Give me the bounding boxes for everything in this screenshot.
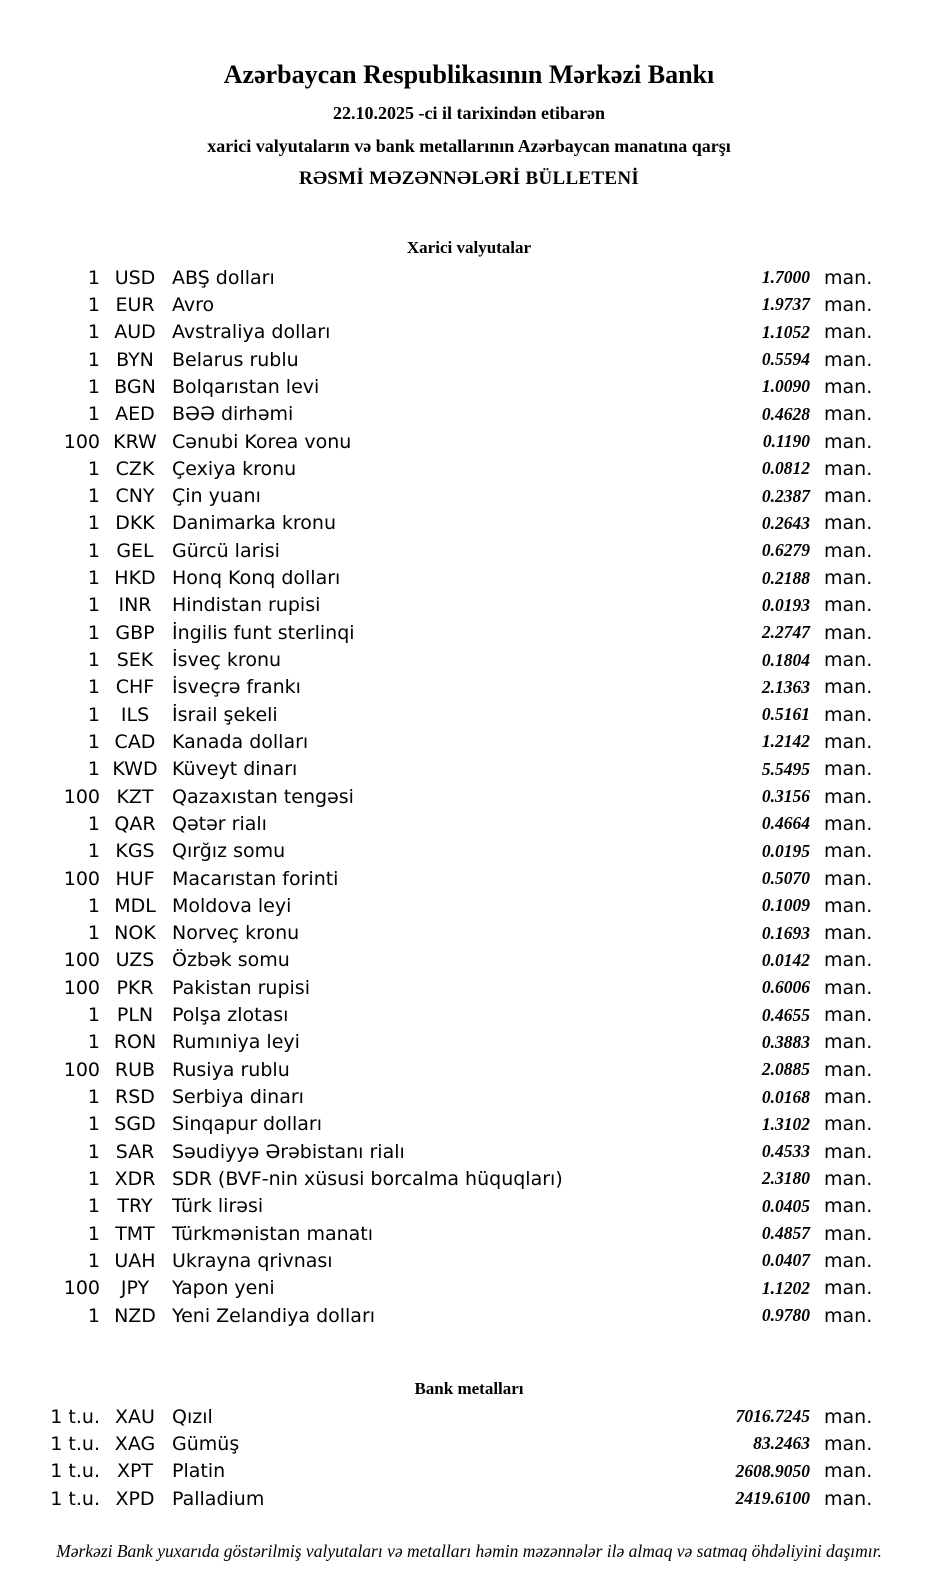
rate-value: 2.3180 <box>761 1168 810 1189</box>
currency-name: Özbək somu <box>172 949 290 972</box>
rate-quantity: 1 <box>87 321 100 344</box>
rate-unit-label: man. <box>824 485 873 508</box>
currency-name: Gürcü larisi <box>172 539 280 562</box>
currency-code: BGN <box>114 375 156 398</box>
rate-unit-label: man. <box>824 457 873 480</box>
table-row <box>0 1430 938 1457</box>
page-title: Azərbaycan Respublikasının Mərkəzi Bankı <box>223 60 715 89</box>
currency-code: XDR <box>114 1167 156 1190</box>
currency-code: SEK <box>116 649 154 672</box>
table-row <box>0 701 938 728</box>
currency-code: XPT <box>116 1460 154 1483</box>
rate-quantity: 1 <box>87 840 100 863</box>
table-row <box>0 1302 938 1329</box>
currency-code: CNY <box>115 485 155 508</box>
rate-value: 0.6279 <box>761 540 810 561</box>
currency-code: KRW <box>113 430 157 453</box>
rate-quantity: 1 <box>87 1004 100 1027</box>
currency-code: EUR <box>115 293 155 316</box>
table-row <box>0 428 938 455</box>
table-row <box>0 783 938 810</box>
rate-value: 0.1804 <box>761 649 810 670</box>
table-row <box>0 646 938 673</box>
currency-name: Danimarka kronu <box>172 512 337 535</box>
currency-code: UZS <box>115 949 155 972</box>
section-title-metals: Bank metalları <box>414 1379 524 1398</box>
rate-value: 83.2463 <box>753 1433 810 1454</box>
rate-value: 1.3102 <box>761 1113 810 1134</box>
rate-value: 5.5495 <box>761 758 810 779</box>
rate-unit-label: man. <box>824 922 873 945</box>
currency-name: Qızıl <box>172 1405 213 1428</box>
currency-code: DKK <box>115 512 155 535</box>
table-row <box>0 1458 938 1485</box>
table-row <box>0 319 938 346</box>
currency-code: JPY <box>120 1277 150 1300</box>
rate-unit-label: man. <box>824 1031 873 1054</box>
table-row <box>0 346 938 373</box>
currency-code: UAH <box>114 1249 156 1272</box>
currency-name: Kanada dolları <box>172 730 309 753</box>
currency-code: AUD <box>114 321 156 344</box>
currency-name: SDR (BVF-nin xüsusi borcalma hüquqları) <box>172 1167 563 1190</box>
rate-value: 1.7000 <box>761 267 810 288</box>
currency-code: GEL <box>116 539 154 562</box>
rate-value: 7016.7245 <box>735 1406 810 1427</box>
currency-name: Serbiya dinarı <box>172 1086 304 1109</box>
currency-name: Pakistan rupisi <box>172 976 310 999</box>
table-row <box>0 1111 938 1138</box>
rate-unit-label: man. <box>824 1113 873 1136</box>
rate-unit-label: man. <box>824 293 873 316</box>
currency-name: Palladium <box>172 1487 265 1510</box>
rate-quantity: 1 <box>87 730 100 753</box>
rate-value: 0.4664 <box>761 813 810 834</box>
rate-unit-label: man. <box>824 430 873 453</box>
currency-code: XAU <box>115 1405 155 1428</box>
rate-unit-label: man. <box>824 512 873 535</box>
rate-quantity: 1 <box>87 567 100 590</box>
table-row <box>0 1193 938 1220</box>
table-row <box>0 1056 938 1083</box>
currency-code: SAR <box>115 1140 155 1163</box>
currency-rates-table <box>0 264 938 1329</box>
rate-quantity: 100 <box>63 949 100 972</box>
currency-name: Qətər rialı <box>172 812 267 835</box>
table-row <box>0 756 938 783</box>
rate-quantity: 100 <box>63 976 100 999</box>
rate-value: 0.0407 <box>761 1250 810 1271</box>
table-row <box>0 510 938 537</box>
rate-unit-label: man. <box>824 1195 873 1218</box>
rate-value: 1.1202 <box>761 1277 810 1298</box>
rate-value: 0.4628 <box>761 403 810 424</box>
currency-name: Çexiya kronu <box>172 457 297 480</box>
rate-unit-label: man. <box>824 567 873 590</box>
table-row <box>0 947 938 974</box>
rate-unit-label: man. <box>824 976 873 999</box>
rate-quantity: 1 <box>87 485 100 508</box>
currency-name: Moldova leyi <box>172 894 292 917</box>
currency-name: Türk lirəsi <box>172 1195 264 1218</box>
currency-name: BƏƏ dirhəmi <box>172 403 294 426</box>
rate-value: 2608.9050 <box>735 1460 810 1481</box>
currency-name: Avro <box>172 293 215 316</box>
rate-value: 0.1190 <box>762 431 810 452</box>
bulletin-title: RƏSMİ MƏZƏNNƏLƏRİ BÜLLETENİ <box>298 168 640 189</box>
rate-value: 0.2643 <box>761 512 810 533</box>
rate-quantity: 1 <box>87 1140 100 1163</box>
currency-name: Ukrayna qrivnası <box>172 1249 333 1272</box>
rate-quantity: 1 <box>87 1195 100 1218</box>
currency-code: USD <box>114 266 156 289</box>
rate-quantity: 1 t.u. <box>50 1405 100 1428</box>
rate-unit-label: man. <box>824 621 873 644</box>
metal-rates-table <box>0 1403 938 1512</box>
currency-code: SGD <box>114 1113 156 1136</box>
currency-code: AED <box>115 403 155 426</box>
currency-name: İsrail şekeli <box>172 703 278 726</box>
currency-code: HKD <box>114 567 156 590</box>
rate-quantity: 1 <box>87 676 100 699</box>
rate-value: 2419.6100 <box>735 1488 810 1509</box>
section-title-currencies: Xarici valyutalar <box>406 238 532 257</box>
currency-code: CZK <box>115 457 155 480</box>
rate-quantity: 1 <box>87 649 100 672</box>
rate-value: 2.2747 <box>761 622 810 643</box>
rate-quantity: 1 <box>87 457 100 480</box>
table-row <box>0 1275 938 1302</box>
rate-quantity: 1 <box>87 812 100 835</box>
rate-quantity: 1 t.u. <box>50 1487 100 1510</box>
rate-quantity: 1 t.u. <box>50 1460 100 1483</box>
rate-value: 0.5161 <box>761 704 810 725</box>
table-row <box>0 728 938 755</box>
rate-unit-label: man. <box>824 1432 873 1455</box>
rate-value: 0.2387 <box>761 485 810 506</box>
rate-quantity: 1 <box>87 1304 100 1327</box>
rate-quantity: 1 <box>87 1113 100 1136</box>
page-subtitle: xarici valyutaların və bank metallarının Azərbaycan manatına qarşı <box>207 136 731 156</box>
table-row <box>0 1165 938 1192</box>
rate-quantity: 1 <box>87 758 100 781</box>
rate-value: 0.0812 <box>761 458 810 479</box>
currency-code: KWD <box>112 758 158 781</box>
rate-unit-label: man. <box>824 1086 873 1109</box>
rate-value: 1.1052 <box>761 321 810 342</box>
currency-code: GBP <box>115 621 155 644</box>
rate-quantity: 100 <box>63 867 100 890</box>
currency-code: RON <box>113 1031 157 1054</box>
currency-code: NOK <box>114 922 156 945</box>
table-row <box>0 1001 938 1028</box>
table-row <box>0 1220 938 1247</box>
currency-code: XPD <box>115 1487 155 1510</box>
rate-quantity: 1 <box>87 375 100 398</box>
effective-date-line: 22.10.2025 -ci il tarixindən etibarən <box>333 103 605 123</box>
rate-value: 0.0168 <box>761 1086 810 1107</box>
rate-unit-label: man. <box>824 1004 873 1027</box>
rate-quantity: 1 <box>87 1167 100 1190</box>
rate-value: 0.4533 <box>761 1141 810 1162</box>
table-row <box>0 974 938 1001</box>
rate-unit-label: man. <box>824 649 873 672</box>
rate-value: 2.1363 <box>761 676 810 697</box>
rate-unit-label: man. <box>824 594 873 617</box>
currency-name: Qırğız somu <box>172 840 286 863</box>
rate-value: 2.0885 <box>761 1059 810 1080</box>
table-row <box>0 892 938 919</box>
currency-code: CAD <box>114 730 156 753</box>
rate-value: 0.1009 <box>761 895 810 916</box>
rate-value: 0.2188 <box>761 567 810 588</box>
currency-name: Səudiyyə Ərəbistanı rialı <box>172 1140 405 1163</box>
rate-quantity: 100 <box>63 1058 100 1081</box>
rate-quantity: 1 <box>87 1249 100 1272</box>
rate-quantity: 1 <box>87 512 100 535</box>
currency-name: İngilis funt sterlinqi <box>172 621 355 644</box>
currency-name: Çin yuanı <box>172 485 261 508</box>
table-row <box>0 291 938 318</box>
rate-unit-label: man. <box>824 1167 873 1190</box>
rate-value: 0.0405 <box>761 1195 810 1216</box>
rate-quantity: 1 t.u. <box>50 1432 100 1455</box>
rate-unit-label: man. <box>824 348 873 371</box>
currency-name: Rumıniya leyi <box>172 1031 300 1054</box>
table-row <box>0 1138 938 1165</box>
rate-quantity: 100 <box>63 1277 100 1300</box>
rate-unit-label: man. <box>824 840 873 863</box>
currency-name: Qazaxıstan tengəsi <box>172 785 354 808</box>
rate-value: 0.3156 <box>761 786 810 807</box>
rate-quantity: 1 <box>87 1086 100 1109</box>
currency-name: İsveçrə frankı <box>172 676 301 699</box>
rate-unit-label: man. <box>824 1249 873 1272</box>
rate-quantity: 1 <box>87 703 100 726</box>
rate-quantity: 1 <box>87 1222 100 1245</box>
rate-unit-label: man. <box>824 730 873 753</box>
currency-code: KZT <box>116 785 154 808</box>
currency-name: Polşa zlotası <box>172 1004 289 1027</box>
currency-name: Gümüş <box>172 1432 240 1455</box>
rate-unit-label: man. <box>824 949 873 972</box>
rate-quantity: 1 <box>87 594 100 617</box>
table-row <box>0 483 938 510</box>
rate-unit-label: man. <box>824 321 873 344</box>
currency-code: NZD <box>114 1304 156 1327</box>
rate-value: 0.4655 <box>761 1004 810 1025</box>
table-row <box>0 564 938 591</box>
currency-name: Belarus rublu <box>172 348 299 371</box>
table-row <box>0 920 938 947</box>
currency-name: Honq Konq dolları <box>172 567 341 590</box>
currency-name: İsveç kronu <box>172 649 282 672</box>
currency-name: Türkmənistan manatı <box>172 1222 374 1245</box>
rate-unit-label: man. <box>824 266 873 289</box>
rate-unit-label: man. <box>824 785 873 808</box>
rate-quantity: 100 <box>63 785 100 808</box>
table-row <box>0 401 938 428</box>
table-row <box>0 1247 938 1274</box>
rate-unit-label: man. <box>824 1304 873 1327</box>
rate-quantity: 1 <box>87 293 100 316</box>
table-row <box>0 264 938 291</box>
rate-unit-label: man. <box>824 758 873 781</box>
table-row <box>0 674 938 701</box>
currency-name: Yeni Zelandiya dolları <box>172 1304 376 1327</box>
currency-name: Sinqapur dolları <box>172 1113 323 1136</box>
currency-name: Küveyt dinarı <box>172 758 298 781</box>
currency-code: PKR <box>116 976 154 999</box>
currency-code: PLN <box>116 1004 154 1027</box>
rate-unit-label: man. <box>824 539 873 562</box>
table-row <box>0 865 938 892</box>
rate-value: 1.2142 <box>761 731 810 752</box>
currency-name: Yapon yeni <box>172 1277 275 1300</box>
rate-unit-label: man. <box>824 1487 873 1510</box>
rate-unit-label: man. <box>824 1460 873 1483</box>
rate-value: 1.0090 <box>761 376 810 397</box>
rate-quantity: 100 <box>63 430 100 453</box>
rate-quantity: 1 <box>87 621 100 644</box>
rate-quantity: 1 <box>87 1031 100 1054</box>
currency-name: Avstraliya dolları <box>172 321 331 344</box>
currency-code: RSD <box>115 1086 155 1109</box>
currency-code: MDL <box>114 894 156 917</box>
table-row <box>0 1083 938 1110</box>
rate-unit-label: man. <box>824 1140 873 1163</box>
rate-quantity: 1 <box>87 539 100 562</box>
rate-value: 0.3883 <box>761 1031 810 1052</box>
rate-quantity: 1 <box>87 922 100 945</box>
rate-value: 0.0142 <box>761 949 810 970</box>
rate-quantity: 1 <box>87 266 100 289</box>
rate-value: 0.9780 <box>761 1305 810 1326</box>
currency-code: KGS <box>115 840 155 863</box>
rate-value: 0.6006 <box>761 977 810 998</box>
rate-value: 0.0195 <box>761 840 810 861</box>
currency-name: ABŞ dolları <box>172 266 275 289</box>
currency-code: ILS <box>120 703 150 726</box>
currency-name: Rusiya rublu <box>172 1058 290 1081</box>
currency-name: Platin <box>172 1460 226 1483</box>
rate-value: 0.1693 <box>761 922 810 943</box>
rate-unit-label: man. <box>824 867 873 890</box>
currency-code: BYN <box>116 348 154 371</box>
currency-code: HUF <box>115 867 155 890</box>
currency-code: TRY <box>117 1195 153 1218</box>
table-row <box>0 810 938 837</box>
rate-unit-label: man. <box>824 812 873 835</box>
currency-code: CHF <box>115 676 155 699</box>
table-row <box>0 1029 938 1056</box>
table-row <box>0 1403 938 1430</box>
rate-quantity: 1 <box>87 894 100 917</box>
currency-name: Hindistan rupisi <box>172 594 321 617</box>
rate-unit-label: man. <box>824 703 873 726</box>
currency-code: QAR <box>114 812 156 835</box>
rate-unit-label: man. <box>824 676 873 699</box>
currency-name: Cənubi Korea vonu <box>172 430 352 453</box>
currency-name: Bolqarıstan levi <box>172 375 320 398</box>
rate-quantity: 1 <box>87 403 100 426</box>
table-row <box>0 838 938 865</box>
rate-quantity: 1 <box>87 348 100 371</box>
disclaimer-note: Mərkəzi Bank yuxarıda göstərilmiş valyutaları və metalları həmin məzənnələr ilə almaq və satmaq öhdəliyini daşımır. <box>56 1541 882 1561</box>
rate-value: 0.4857 <box>761 1223 810 1244</box>
table-row <box>0 592 938 619</box>
table-row <box>0 537 938 564</box>
rate-value: 0.0193 <box>761 594 810 615</box>
rate-unit-label: man. <box>824 1277 873 1300</box>
currency-code: TMT <box>115 1222 155 1245</box>
table-row <box>0 1485 938 1512</box>
rate-value: 0.5070 <box>761 868 810 889</box>
rate-unit-label: man. <box>824 894 873 917</box>
currency-name: Macarıstan forinti <box>172 867 339 890</box>
currency-code: RUB <box>114 1058 156 1081</box>
rate-unit-label: man. <box>824 403 873 426</box>
rate-unit-label: man. <box>824 1058 873 1081</box>
rate-unit-label: man. <box>824 375 873 398</box>
currency-code: INR <box>118 594 152 617</box>
rate-value: 1.9737 <box>761 294 810 315</box>
rate-unit-label: man. <box>824 1405 873 1428</box>
currency-name: Norveç kronu <box>172 922 300 945</box>
table-row <box>0 455 938 482</box>
table-row <box>0 619 938 646</box>
rate-value: 0.5594 <box>761 349 810 370</box>
table-row <box>0 373 938 400</box>
currency-code: XAG <box>114 1432 156 1455</box>
rate-unit-label: man. <box>824 1222 873 1245</box>
